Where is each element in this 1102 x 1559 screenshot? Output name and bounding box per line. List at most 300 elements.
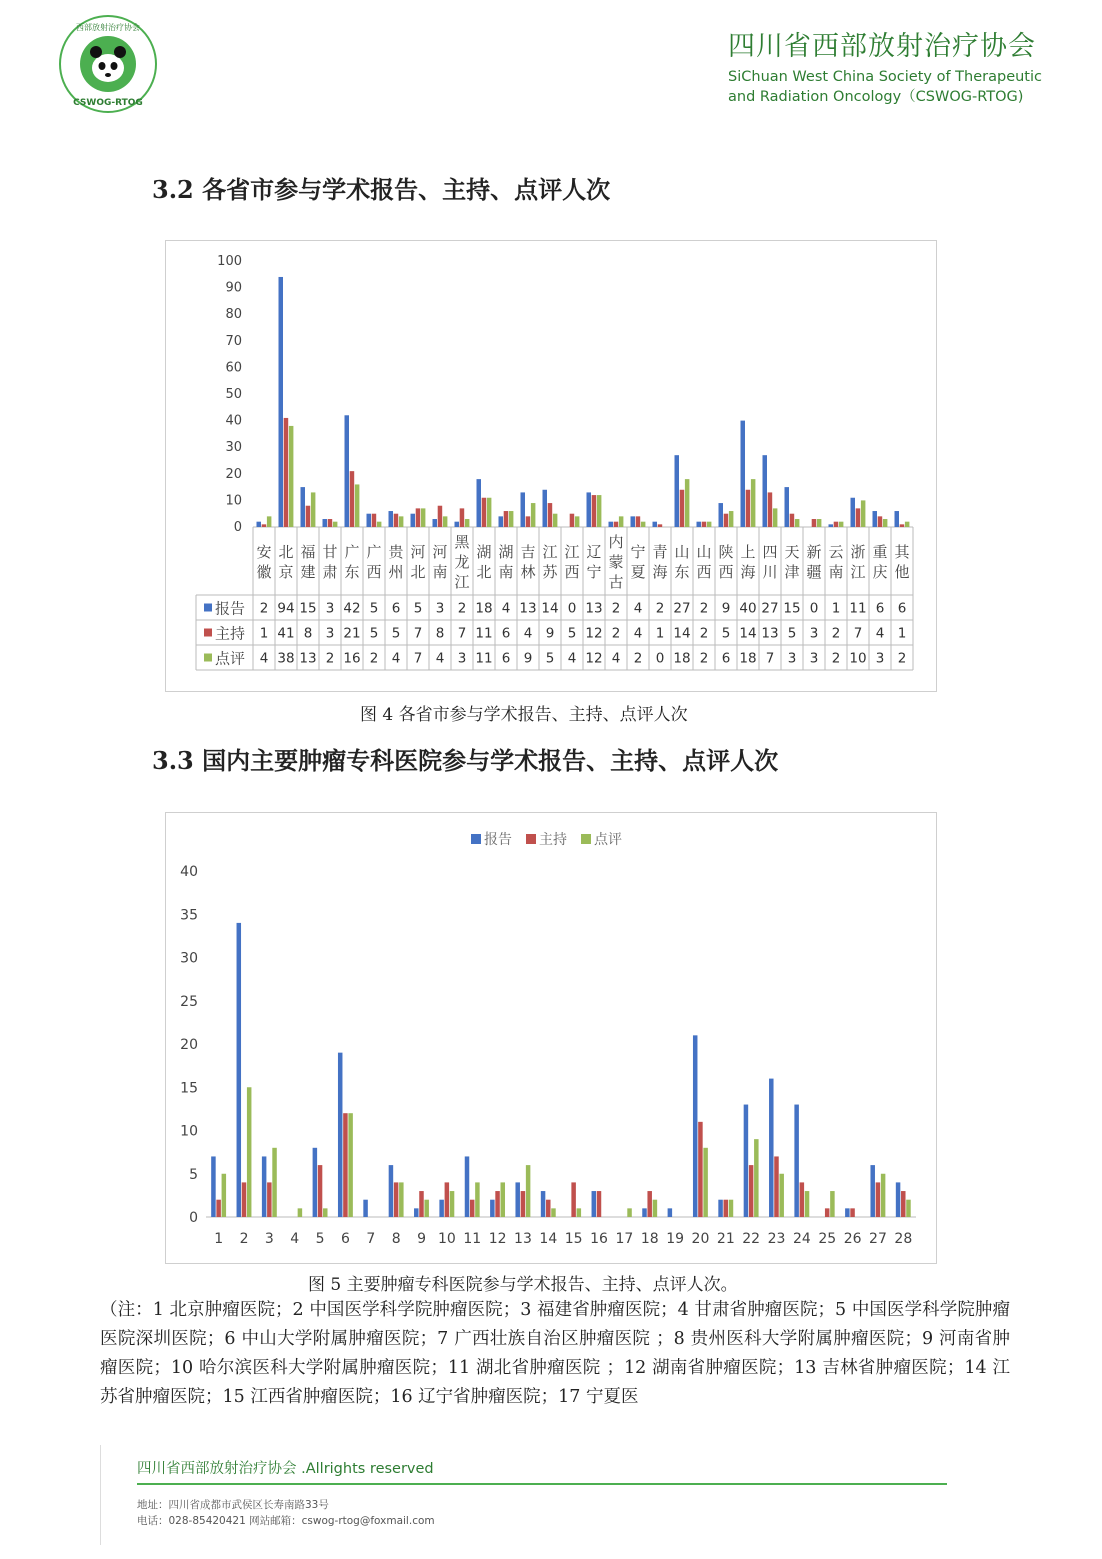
table-value-主持: 13 — [761, 625, 779, 642]
category-label-浙江: 浙 — [850, 543, 866, 561]
bar-主持-26 — [850, 1208, 855, 1217]
bar-报告-山东 — [675, 455, 680, 527]
bar-主持-江西 — [570, 514, 575, 527]
y-tick-label: 20 — [180, 1037, 198, 1053]
bar-报告-13 — [515, 1182, 520, 1217]
bar-报告-陕西 — [719, 503, 724, 527]
bar-主持-14 — [546, 1200, 551, 1217]
bar-主持-新疆 — [812, 519, 817, 527]
x-tick-label: 20 — [691, 1231, 710, 1247]
bar-主持-贵州 — [394, 514, 399, 527]
table-value-报告: 2 — [457, 600, 467, 617]
table-value-点评: 3 — [457, 650, 467, 667]
bar-主持-9 — [419, 1191, 424, 1217]
bar-报告-24 — [794, 1105, 799, 1217]
figure-4-caption: 图 4 各省市参与学术报告、主持、点评人次 — [360, 705, 688, 725]
category-label-江苏: 苏 — [542, 563, 558, 581]
bar-报告-20 — [693, 1035, 698, 1217]
bar-主持-湖南 — [504, 511, 509, 527]
bar-点评-18 — [653, 1200, 658, 1217]
table-value-点评: 2 — [897, 650, 907, 667]
x-tick-label: 2 — [239, 1231, 249, 1247]
table-value-点评: 18 — [673, 650, 691, 667]
y-tick-label: 90 — [225, 280, 242, 296]
bar-主持-5 — [318, 1165, 323, 1217]
bar-点评-重庆 — [883, 519, 888, 527]
y-tick-label: 70 — [225, 333, 242, 349]
table-value-报告: 9 — [721, 600, 731, 617]
bar-主持-甘肃 — [328, 519, 333, 527]
legend-swatch-主持 — [526, 834, 536, 844]
bar-报告-28 — [896, 1182, 901, 1217]
bar-报告-安徽 — [257, 522, 262, 527]
bar-点评-云南 — [839, 522, 844, 527]
table-value-点评: 7 — [765, 650, 775, 667]
table-value-点评: 2 — [325, 650, 335, 667]
table-value-主持: 9 — [545, 625, 555, 642]
table-value-主持: 2 — [831, 625, 841, 642]
bar-报告-12 — [490, 1200, 495, 1217]
x-tick-label: 15 — [564, 1231, 583, 1247]
footer-title: 四川省西部放射治疗协会 .Allrights reserved — [137, 1461, 434, 1477]
table-value-主持: 6 — [501, 625, 511, 642]
table-value-点评: 0 — [655, 650, 665, 667]
table-value-主持: 5 — [369, 625, 379, 642]
table-value-点评: 4 — [435, 650, 445, 667]
table-value-报告: 0 — [567, 600, 577, 617]
bar-主持-25 — [825, 1208, 830, 1217]
category-label-江西: 江 — [564, 543, 580, 561]
table-value-报告: 40 — [739, 600, 757, 617]
category-label-甘肃: 甘 — [322, 543, 338, 561]
category-label-黑龙江: 江 — [454, 573, 470, 591]
bar-点评-24 — [805, 1191, 810, 1217]
category-label-内蒙古: 古 — [608, 573, 624, 591]
table-value-点评: 13 — [299, 650, 317, 667]
bar-报告-黑龙江 — [455, 522, 460, 527]
bar-点评-10 — [450, 1191, 455, 1217]
bar-点评-甘肃 — [333, 522, 338, 527]
y-tick-label: 30 — [225, 440, 242, 456]
bar-报告-广东 — [345, 415, 350, 527]
y-tick-label: 15 — [180, 1080, 198, 1097]
bar-报告-8 — [389, 1165, 394, 1217]
bar-点评-11 — [475, 1182, 480, 1217]
category-label-福建: 福 — [300, 543, 316, 561]
category-label-河南: 南 — [432, 563, 448, 581]
category-label-河南: 河 — [432, 543, 448, 561]
bar-点评-上海 — [751, 479, 756, 527]
x-tick-label: 1 — [214, 1231, 224, 1247]
bar-主持-吉林 — [526, 516, 531, 527]
bar-点评-北京 — [289, 426, 294, 527]
table-value-点评: 6 — [721, 650, 731, 667]
bar-报告-甘肃 — [323, 519, 328, 527]
bar-报告-江苏 — [543, 490, 548, 527]
bar-主持-16 — [597, 1191, 602, 1217]
bar-点评-15 — [577, 1208, 582, 1217]
bar-点评-吉林 — [531, 503, 536, 527]
x-tick-label: 9 — [417, 1231, 426, 1247]
hospital-note: （注：1 北京肿瘤医院；2 中国医学科学院肿瘤医院；3 福建省肿瘤医院；4 甘肃省肿瘤医院；5 中国医学科学院肿瘤医院深圳医院；6 中山大学附属肿瘤医院；7 广西壮族自治区肿瘤医院 ；8 贵州医科大学附属肿瘤医院；9 河南省肿瘤医院；10 哈尔滨医科大学附属肿瘤医院；11 湖北省肿瘤医院 ；12 湖南省肿瘤医院；13 吉林省肿瘤医院；14 江苏省肿瘤医院；15 江西省肿瘤医院；16 辽宁省肿瘤医院；17 宁夏医 — [100, 1300, 1010, 1407]
x-tick-label: 12 — [488, 1231, 507, 1247]
table-value-点评: 10 — [849, 650, 867, 667]
table-value-主持: 7 — [413, 625, 423, 642]
table-value-主持: 8 — [435, 625, 445, 642]
x-tick-label: 16 — [590, 1231, 608, 1247]
bar-报告-其他 — [895, 511, 900, 527]
table-value-报告: 27 — [761, 600, 779, 617]
bar-报告-山西 — [697, 522, 702, 527]
bar-点评-内蒙古 — [619, 516, 624, 527]
bar-点评-20 — [703, 1148, 708, 1217]
x-tick-label: 4 — [290, 1231, 300, 1247]
category-label-安徽: 安 — [256, 543, 272, 561]
category-label-浙江: 江 — [850, 563, 866, 581]
bar-报告-3 — [262, 1156, 267, 1217]
bar-点评-江苏 — [553, 514, 558, 527]
bar-主持-24 — [800, 1182, 805, 1217]
y-tick-label: 40 — [225, 413, 242, 429]
bar-报告-浙江 — [851, 498, 856, 527]
bar-报告-14 — [541, 1191, 546, 1217]
bar-点评-河北 — [421, 508, 426, 527]
y-tick-label: 25 — [180, 993, 198, 1010]
table-value-报告: 11 — [849, 600, 867, 617]
table-value-报告: 2 — [699, 600, 709, 617]
y-tick-label: 35 — [180, 907, 198, 924]
bar-报告-重庆 — [873, 511, 878, 527]
bar-报告-16 — [592, 1191, 597, 1217]
footer-address: 地址：四川省成都市武侯区长寿南路33号 — [137, 1499, 329, 1511]
bar-报告-河南 — [433, 519, 438, 527]
bar-点评-1 — [222, 1174, 227, 1217]
table-value-报告: 27 — [673, 600, 691, 617]
y-tick-label: 20 — [225, 466, 242, 482]
bar-主持-陕西 — [724, 514, 729, 527]
table-value-报告: 2 — [259, 600, 269, 617]
bar-主持-山东 — [680, 490, 685, 527]
bar-主持-天津 — [790, 514, 795, 527]
x-tick-label: 26 — [843, 1231, 862, 1247]
bar-点评-4 — [298, 1208, 303, 1217]
table-value-主持: 2 — [611, 625, 621, 642]
bar-点评-27 — [881, 1174, 886, 1217]
bar-点评-四川 — [773, 508, 778, 527]
footer — [100, 1445, 951, 1545]
table-value-主持: 12 — [585, 625, 603, 642]
legend-label-点评: 点评 — [215, 649, 246, 668]
table-value-主持: 11 — [475, 625, 493, 642]
bar-报告-10 — [439, 1200, 444, 1217]
bar-报告-27 — [870, 1165, 875, 1217]
bar-点评-12 — [501, 1182, 506, 1217]
table-value-报告: 18 — [475, 600, 493, 617]
cswog-logo — [58, 14, 158, 114]
bar-报告-21 — [718, 1200, 723, 1217]
bar-报告-22 — [744, 1105, 749, 1217]
y-tick-label: 60 — [225, 360, 242, 376]
bar-主持-云南 — [834, 522, 839, 527]
table-value-点评: 9 — [523, 650, 533, 667]
legend-label-主持: 主持 — [215, 624, 246, 643]
category-label-北京: 北 — [278, 543, 294, 561]
x-tick-label: 28 — [894, 1231, 913, 1247]
bar-主持-27 — [876, 1182, 881, 1217]
figure-5-caption: 图 5 主要肿瘤专科医院参与学术报告、主持、点评人次。 — [308, 1275, 738, 1295]
x-tick-label: 24 — [792, 1231, 811, 1247]
bar-点评-17 — [627, 1208, 632, 1217]
bar-主持-11 — [470, 1200, 475, 1217]
table-value-主持: 41 — [277, 625, 295, 642]
x-tick-label: 8 — [391, 1231, 401, 1247]
table-value-主持: 1 — [655, 625, 665, 642]
bar-主持-15 — [571, 1182, 576, 1217]
legend-label-主持: 主持 — [539, 832, 567, 848]
table-value-点评: 3 — [787, 650, 797, 667]
x-tick-label: 27 — [869, 1231, 887, 1247]
x-tick-label: 21 — [716, 1231, 735, 1247]
table-value-主持: 5 — [567, 625, 577, 642]
table-value-点评: 38 — [277, 650, 295, 667]
bar-主持-10 — [445, 1182, 450, 1217]
bar-报告-四川 — [763, 455, 768, 527]
bar-主持-湖北 — [482, 498, 487, 527]
x-tick-label: 3 — [264, 1231, 274, 1247]
bar-点评-3 — [272, 1148, 277, 1217]
bar-点评-28 — [906, 1200, 911, 1217]
bar-报告-5 — [313, 1148, 318, 1217]
bar-报告-河北 — [411, 514, 416, 527]
category-label-四川: 川 — [762, 563, 778, 581]
bar-报告-吉林 — [521, 492, 526, 527]
table-value-点评: 5 — [545, 650, 555, 667]
section-3-3-title: 3.3 国内主要肿瘤专科医院参与学术报告、主持、点评人次 — [152, 746, 779, 775]
table-value-报告: 2 — [611, 600, 621, 617]
bar-点评-河南 — [443, 516, 448, 527]
org-name-en-1: SiChuan West China Society of Therapeutic — [728, 69, 1042, 85]
category-label-上海: 海 — [740, 563, 756, 581]
bar-主持-浙江 — [856, 508, 861, 527]
category-label-甘肃: 肃 — [322, 563, 338, 581]
table-value-点评: 4 — [391, 650, 401, 667]
bar-报告-11 — [465, 1156, 470, 1217]
bar-主持-黑龙江 — [460, 508, 465, 527]
bar-点评-山西 — [707, 522, 712, 527]
category-label-广东: 东 — [344, 563, 360, 581]
table-value-主持: 7 — [853, 625, 863, 642]
bar-主持-18 — [647, 1191, 652, 1217]
category-label-广东: 广 — [344, 543, 360, 561]
x-tick-label: 11 — [463, 1231, 482, 1247]
figure-4-frame — [165, 240, 937, 692]
legend-swatch-报告 — [204, 604, 212, 612]
bar-点评-25 — [830, 1191, 835, 1217]
legend-swatch-主持 — [204, 629, 212, 637]
table-value-报告: 6 — [391, 600, 401, 617]
bar-报告-天津 — [785, 487, 790, 527]
bar-点评-其他 — [905, 522, 910, 527]
bar-主持-3 — [267, 1182, 272, 1217]
table-value-报告: 5 — [413, 600, 423, 617]
category-label-河北: 河 — [410, 543, 426, 561]
category-label-贵州: 贵 — [388, 543, 404, 561]
category-label-黑龙江: 龙 — [454, 553, 470, 571]
bar-点评-福建 — [311, 492, 316, 527]
y-tick-label: 80 — [225, 307, 242, 323]
category-label-广西: 西 — [366, 563, 382, 581]
bar-点评-22 — [754, 1139, 759, 1217]
category-label-天津: 津 — [784, 563, 800, 581]
bar-报告-福建 — [301, 487, 306, 527]
y-tick-label: 0 — [189, 1210, 198, 1226]
x-tick-label: 10 — [437, 1231, 456, 1247]
y-tick-label: 30 — [180, 950, 198, 967]
bar-主持-重庆 — [878, 516, 883, 527]
bar-主持-其他 — [900, 524, 905, 527]
bar-主持-广东 — [350, 471, 355, 527]
category-label-重庆: 重 — [872, 543, 888, 561]
y-tick-label: 50 — [225, 387, 242, 402]
org-header — [728, 24, 1042, 107]
y-tick-label: 10 — [225, 493, 242, 509]
table-value-报告: 4 — [501, 600, 511, 617]
table-value-主持: 14 — [739, 625, 757, 642]
bar-主持-22 — [749, 1165, 754, 1217]
x-tick-label: 18 — [640, 1231, 659, 1247]
x-tick-label: 5 — [315, 1231, 325, 1247]
category-label-新疆: 新 — [806, 543, 822, 561]
bar-主持-28 — [901, 1191, 906, 1217]
bar-主持-内蒙古 — [614, 522, 619, 527]
legend-label-报告: 报告 — [215, 599, 246, 618]
bar-点评-安徽 — [267, 516, 272, 527]
bar-点评-5 — [323, 1208, 328, 1217]
category-label-广西: 广 — [366, 543, 382, 561]
table-value-报告: 42 — [343, 600, 361, 617]
table-value-报告: 13 — [519, 600, 537, 617]
table-value-主持: 1 — [259, 625, 269, 642]
table-value-主持: 4 — [523, 625, 533, 642]
category-label-内蒙古: 蒙 — [608, 553, 624, 571]
bar-主持-辽宁 — [592, 495, 597, 527]
x-tick-label: 17 — [615, 1231, 634, 1247]
table-value-点评: 12 — [585, 650, 603, 667]
bar-报告-26 — [845, 1208, 850, 1217]
table-value-报告: 6 — [897, 600, 907, 617]
category-label-天津: 天 — [784, 543, 800, 561]
table-value-主持: 5 — [721, 625, 731, 642]
legend-label-点评: 点评 — [594, 832, 622, 848]
category-label-重庆: 庆 — [872, 563, 888, 581]
org-name-cn: 四川省西部放射治疗协会 — [728, 31, 1037, 62]
bar-点评-浙江 — [861, 500, 866, 527]
category-label-贵州: 州 — [388, 563, 404, 581]
category-label-内蒙古: 内 — [608, 533, 624, 551]
bar-主持-山西 — [702, 522, 707, 527]
table-value-主持: 5 — [787, 625, 797, 642]
bar-主持-20 — [698, 1122, 703, 1217]
category-label-北京: 京 — [278, 563, 294, 581]
bar-点评-贵州 — [399, 516, 404, 527]
table-value-报告: 0 — [809, 600, 819, 617]
bar-主持-福建 — [306, 506, 311, 527]
table-value-点评: 2 — [369, 650, 379, 667]
table-value-报告: 5 — [369, 600, 379, 617]
category-label-陕西: 西 — [718, 563, 734, 581]
x-tick-label: 22 — [742, 1231, 761, 1247]
bar-点评-湖北 — [487, 498, 492, 527]
footer-divider — [137, 1483, 947, 1485]
table-value-报告: 4 — [633, 600, 643, 617]
y-tick-label: 5 — [189, 1166, 198, 1183]
bar-主持-23 — [774, 1156, 779, 1217]
bar-报告-湖北 — [477, 479, 482, 527]
category-label-陕西: 陕 — [718, 543, 734, 561]
x-tick-label: 14 — [539, 1231, 558, 1247]
category-label-青海: 青 — [652, 543, 668, 561]
bar-报告-2 — [237, 923, 242, 1217]
bar-报告-7 — [363, 1200, 368, 1217]
bar-报告-北京 — [279, 277, 284, 527]
bar-报告-23 — [769, 1079, 774, 1217]
bar-点评-广东 — [355, 484, 360, 527]
bar-报告-1 — [211, 1156, 216, 1217]
bar-点评-8 — [399, 1182, 404, 1217]
x-tick-label: 13 — [514, 1231, 532, 1247]
bar-点评-2 — [247, 1087, 252, 1217]
table-value-点评: 6 — [501, 650, 511, 667]
table-value-主持: 1 — [897, 625, 907, 642]
table-value-报告: 2 — [655, 600, 665, 617]
bar-点评-9 — [424, 1200, 429, 1217]
x-tick-label: 25 — [818, 1231, 837, 1247]
y-tick-label: 0 — [233, 520, 242, 535]
bar-主持-1 — [216, 1200, 221, 1217]
table-value-报告: 15 — [299, 600, 317, 617]
bar-点评-23 — [779, 1174, 784, 1217]
table-value-主持: 4 — [875, 625, 885, 642]
bar-主持-四川 — [768, 492, 773, 527]
svg-text:西部放射治疗协会: 西部放射治疗协会 — [76, 23, 140, 32]
bar-报告-青海 — [653, 522, 658, 527]
bar-报告-辽宁 — [587, 492, 592, 527]
table-value-点评: 3 — [875, 650, 885, 667]
bar-点评-6 — [348, 1113, 353, 1217]
legend-swatch-点评 — [204, 654, 212, 662]
bar-点评-湖南 — [509, 511, 514, 527]
bar-点评-新疆 — [817, 519, 822, 527]
hospital-chart — [166, 813, 936, 1263]
bar-报告-湖南 — [499, 516, 504, 527]
bar-主持-12 — [495, 1191, 500, 1217]
bar-主持-广西 — [372, 514, 377, 527]
table-value-主持: 21 — [343, 625, 361, 642]
category-label-江西: 西 — [564, 563, 580, 581]
y-tick-label: 10 — [180, 1123, 198, 1140]
category-label-青海: 海 — [652, 563, 668, 581]
table-value-报告: 13 — [585, 600, 603, 617]
category-label-湖南: 南 — [498, 563, 514, 581]
table-value-点评: 2 — [831, 650, 841, 667]
bar-报告-19 — [668, 1208, 673, 1217]
category-label-宁夏: 宁 — [630, 543, 646, 561]
bar-主持-8 — [394, 1182, 399, 1217]
category-label-宁夏: 夏 — [630, 563, 646, 581]
bar-点评-辽宁 — [597, 495, 602, 527]
category-label-吉林: 林 — [520, 563, 536, 581]
category-label-辽宁: 宁 — [586, 563, 602, 581]
